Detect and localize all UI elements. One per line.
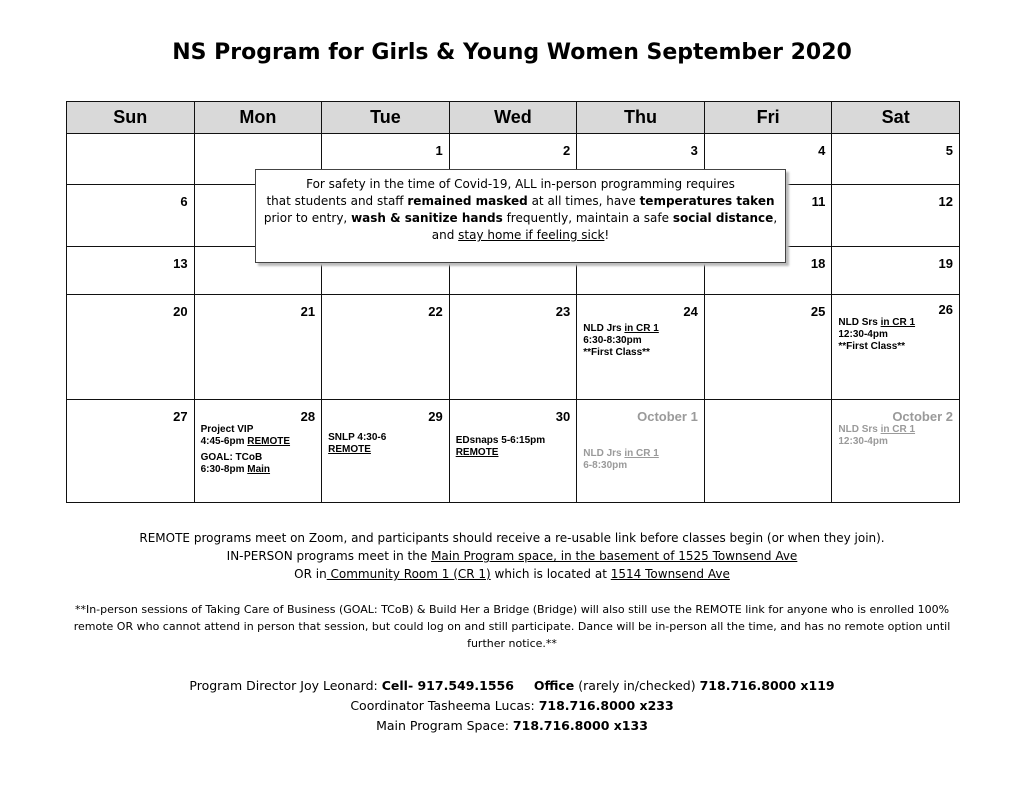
info-text: OR in bbox=[294, 567, 327, 581]
weekday-header: Sun bbox=[67, 102, 195, 134]
day-cell bbox=[832, 185, 960, 247]
event-time: 6-8:30pm bbox=[583, 459, 628, 471]
day-number: 25 bbox=[810, 304, 826, 320]
event-name: EDsnaps 5-6:15pm bbox=[455, 434, 546, 446]
event-note: **First Class** bbox=[838, 341, 906, 353]
info-location: 1514 Townsend Ave bbox=[610, 567, 730, 581]
event-location: in CR 1 bbox=[624, 447, 659, 459]
in-person-note: **In-person sessions of Taking Care of Business (GOAL: TCoB) & Build Her a Bridge (Bridge) will also still use the REMOTE link for anyone who is enrolled 100% remote OR who cannot attend in person that session, but could log on and still participate. Dance will be in-person all the time, and has no remote option until further notice.** bbox=[73, 603, 951, 650]
in-person-info bbox=[0, 547, 1024, 565]
event-nld-jrs-oct bbox=[583, 448, 698, 472]
day-cell bbox=[194, 399, 322, 502]
event-nld-srs-oct bbox=[838, 424, 953, 448]
remote-info: REMOTE programs meet on Zoom, and participants should receive a re-usable link before classes begin (or when they join). bbox=[139, 531, 885, 545]
contact-cell: Cell- 917.549.1556 bbox=[381, 678, 514, 693]
week-row bbox=[67, 399, 960, 502]
event-time: 6:30-8pm bbox=[200, 463, 245, 475]
coordinator-contact bbox=[0, 696, 1024, 716]
day-cell bbox=[449, 399, 577, 502]
day-number: 18 bbox=[810, 255, 826, 271]
event-location: in CR 1 bbox=[880, 317, 916, 329]
day-cell bbox=[67, 399, 195, 502]
notice-emphasis: wash & sanitize hands bbox=[351, 211, 503, 225]
community-room-info bbox=[0, 565, 1024, 583]
day-number: October 1 bbox=[637, 408, 698, 424]
day-cell bbox=[449, 295, 577, 399]
day-number: 13 bbox=[173, 255, 188, 271]
event-location: Main bbox=[247, 463, 271, 475]
event-name: NLD Jrs bbox=[583, 323, 622, 335]
day-cell bbox=[194, 295, 322, 399]
day-cell bbox=[67, 185, 195, 247]
info-text: which is located at bbox=[490, 567, 607, 581]
weekday-header: Wed bbox=[449, 102, 577, 134]
day-number: 2 bbox=[563, 143, 571, 159]
event-time: 12:30-4pm bbox=[838, 329, 888, 341]
event-time: 4:45-6pm bbox=[200, 435, 245, 447]
event-nld-srs bbox=[838, 317, 953, 353]
weekday-header: Thu bbox=[577, 102, 705, 134]
event-name: SNLP 4:30-6 bbox=[328, 431, 387, 443]
weekday-header: Fri bbox=[704, 102, 832, 134]
day-number: 3 bbox=[690, 143, 698, 159]
day-cell bbox=[67, 295, 195, 399]
day-number: 19 bbox=[938, 255, 953, 271]
weekday-header: Sat bbox=[832, 102, 960, 134]
day-number: 28 bbox=[300, 408, 316, 424]
day-number: 5 bbox=[945, 143, 953, 159]
day-number: 12 bbox=[938, 194, 953, 210]
notice-emphasis: social distance bbox=[672, 211, 774, 225]
notice-text: at all times, have bbox=[531, 194, 636, 208]
day-number: 11 bbox=[811, 194, 826, 210]
day-cell bbox=[67, 134, 195, 185]
week-row bbox=[67, 295, 960, 399]
day-cell bbox=[832, 295, 960, 399]
day-cell bbox=[704, 295, 832, 399]
event-name: NLD Srs bbox=[838, 317, 878, 329]
day-cell bbox=[704, 399, 832, 502]
day-cell bbox=[832, 246, 960, 295]
day-cell bbox=[322, 295, 450, 399]
contact-label: Office bbox=[533, 678, 575, 693]
notice-text: For safety in the time of Covid-19, ALL in-person programming requires bbox=[306, 177, 735, 191]
event-name: NLD Jrs bbox=[583, 447, 622, 459]
event-location: REMOTE bbox=[247, 435, 291, 447]
day-number: 6 bbox=[180, 194, 188, 210]
day-number: 26 bbox=[938, 302, 953, 318]
day-cell bbox=[322, 399, 450, 502]
event-location: REMOTE bbox=[455, 446, 499, 458]
info-text: IN-PERSON programs meet in the bbox=[226, 549, 428, 563]
director-contact bbox=[0, 676, 1024, 696]
weekday-header: Tue bbox=[322, 102, 450, 134]
event-snlp bbox=[328, 432, 443, 456]
notice-emphasis: temperatures taken bbox=[639, 194, 775, 208]
event-goal-tcob bbox=[201, 452, 316, 476]
day-number: 21 bbox=[300, 304, 316, 320]
day-number: October 2 bbox=[892, 408, 953, 424]
notice-text: , and bbox=[431, 211, 778, 242]
day-cell bbox=[832, 134, 960, 185]
event-name: GOAL: TCoB bbox=[200, 451, 263, 463]
contact-label: Coordinator Tasheema Lucas: bbox=[350, 698, 535, 713]
event-location: in CR 1 bbox=[880, 423, 916, 435]
contact-note: (rarely in/checked) bbox=[578, 678, 696, 693]
day-number: 20 bbox=[173, 304, 188, 320]
calendar-grid bbox=[66, 101, 960, 503]
event-note: **First Class** bbox=[583, 347, 650, 359]
info-location: Main Program space, in the basement of 1525 Townsend Ave bbox=[431, 549, 798, 563]
notice-text: ! bbox=[604, 228, 610, 242]
weekday-header: Mon bbox=[194, 102, 322, 134]
main-space-contact bbox=[0, 716, 1024, 736]
day-number: 29 bbox=[428, 408, 443, 424]
notice-text: that students and staff bbox=[266, 194, 404, 208]
covid-safety-notice bbox=[255, 169, 786, 263]
event-edsnaps bbox=[456, 435, 571, 459]
day-cell bbox=[577, 295, 705, 399]
contact-number: 718.716.8000 x119 bbox=[699, 678, 835, 693]
day-number: 30 bbox=[555, 408, 571, 424]
contact-number: 718.716.8000 x133 bbox=[512, 718, 648, 733]
contact-label: Main Program Space: bbox=[376, 718, 509, 733]
event-location: REMOTE bbox=[328, 443, 371, 455]
contact-label: Program Director Joy Leonard: bbox=[189, 678, 378, 693]
day-cell bbox=[577, 399, 705, 502]
event-project-vip bbox=[201, 424, 316, 448]
event-time: 12:30-4pm bbox=[838, 435, 888, 447]
info-location: Community Room 1 (CR 1) bbox=[326, 567, 491, 581]
event-location: in CR 1 bbox=[624, 323, 659, 335]
notice-underlined: stay home if feeling sick bbox=[458, 228, 605, 242]
day-number: 1 bbox=[435, 143, 443, 159]
page-title: NS Program for Girls & Young Women September 2020 bbox=[172, 40, 852, 65]
day-number: 24 bbox=[683, 304, 698, 320]
day-number: 22 bbox=[428, 304, 443, 320]
contact-number: 718.716.8000 x233 bbox=[538, 698, 674, 713]
event-time: 6:30-8:30pm bbox=[583, 335, 642, 347]
day-number: 27 bbox=[173, 408, 188, 424]
day-cell bbox=[67, 246, 195, 295]
day-number: 4 bbox=[818, 143, 826, 159]
weekday-header-row bbox=[67, 102, 960, 134]
notice-text: prior to entry, bbox=[263, 211, 348, 225]
day-number: 23 bbox=[555, 304, 571, 320]
day-cell bbox=[832, 399, 960, 502]
event-nld-jrs bbox=[583, 323, 698, 359]
notice-emphasis: remained masked bbox=[407, 194, 528, 208]
event-name: Project VIP bbox=[200, 423, 254, 435]
event-name: NLD Srs bbox=[838, 423, 878, 435]
notice-text: frequently, maintain a safe bbox=[506, 211, 669, 225]
